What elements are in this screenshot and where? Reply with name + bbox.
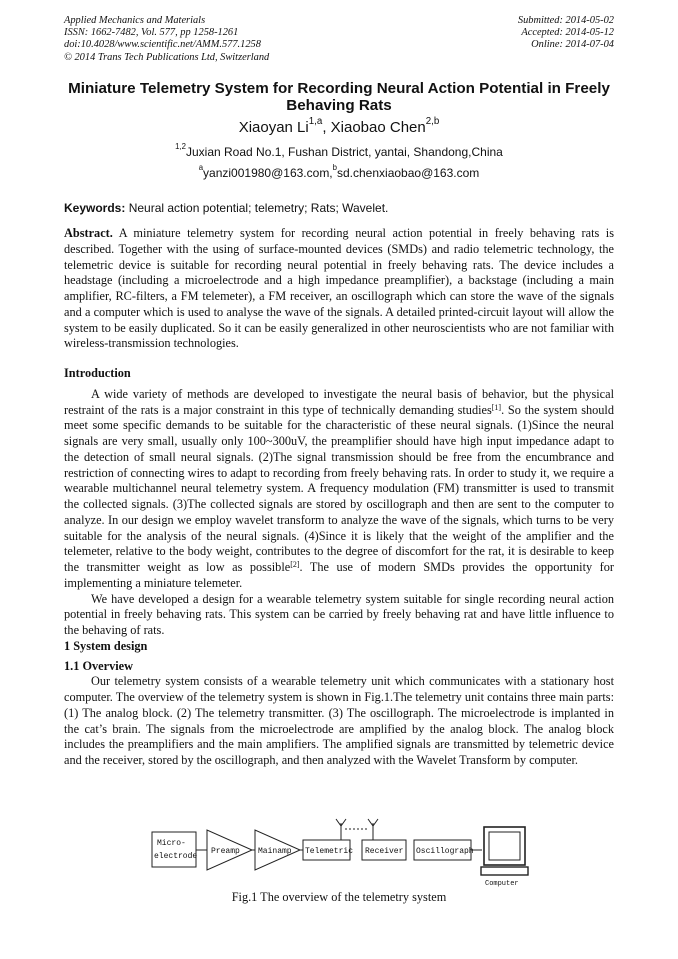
- microelectrode-box: [152, 832, 196, 867]
- paper-title: Miniature Telemetry System for Recording Neural Action Potential in Freely Behaving Rats: [68, 80, 610, 114]
- online-date: Online: 2014-07-04: [531, 39, 614, 51]
- author-1: Xiaoyan Li: [238, 119, 309, 136]
- mainamp-label: Mainamp: [258, 847, 292, 856]
- micro-label-1: Micro-: [157, 839, 186, 848]
- abstract-label: Abstract.: [64, 226, 113, 240]
- figure-1-caption: Fig.1 The overview of the telemetry system: [231, 890, 447, 904]
- overview-paragraph: Our telemetry system consists of a wearable telemetry unit which communicates with a stationary host computer. The overview of the telemetry system is shown in Fig.1.The telemetry unit contains three main parts: (1) The analog block. (2) The telemetry transmitter. (3) The oscillograph. The microelectrode is implanted in the cat’s brain. The signals from the microelectrode are amplified by the analog block. The analog block includes the preamplifiers and the main amplifiers. The amplified signals are transmitted by telemetric device and the receiver, stored by the oscillograph, and then analyzed with the Wavelet Transform by computer.: [64, 674, 614, 767]
- citation-2: [2]: [290, 560, 300, 569]
- oscillograph-label: Oscillograph: [416, 847, 474, 856]
- email-b-sup: b: [332, 163, 337, 172]
- keywords-text: Neural action potential; telemetry; Rats; Wavelet.: [125, 201, 389, 215]
- computer-monitor: [484, 827, 525, 865]
- doi-line: doi:10.4028/www.scientific.net/AMM.577.1258: [64, 39, 261, 51]
- email-a-sup: a: [198, 163, 204, 172]
- author-2-sup: 2,b: [425, 116, 440, 127]
- computer-label: Computer: [485, 880, 519, 888]
- accepted-date: Accepted: 2014-05-12: [521, 27, 614, 39]
- affiliation-text: Juxian Road No.1, Fushan District, yantai, Shandong,China: [185, 145, 503, 159]
- email-b: sd.chenxiaobao@163.com: [337, 166, 480, 180]
- keywords-label: Keywords:: [64, 201, 126, 215]
- citation-1: [1]: [491, 402, 502, 412]
- affiliation-sup: 1,2: [175, 142, 186, 151]
- copyright-line: © 2014 Trans Tech Publications Ltd, Switzerland: [64, 51, 270, 63]
- computer-base: [481, 867, 528, 875]
- author-1-sup: 1,a: [308, 116, 323, 127]
- issn-line: ISSN: 1662-7482, Vol. 577, pp 1258-1261: [64, 27, 239, 39]
- author-2: Xiaobao Chen: [330, 119, 426, 136]
- micro-label-2: electrode: [154, 852, 198, 861]
- preamp-label: Preamp: [211, 847, 240, 856]
- computer-screen: [489, 832, 520, 860]
- abstract-text: A miniature telemetry system for recording neural action potential in freely behaving rats is described. Together with the using of surface-mounted devices (SMDs) and radio telemetric technology, the telemetric device is suitable for recording neural potential in freely behaving rats. The device includes a headstage (including a microelectrode and a high impedance preamplifier), a backstage (including a main amplifier, RC-filters, a FM telemeter), a FM receiver, an oscillograph which can store the wave of the signals and a computer which is used to analyse the wave of the signals. A detailed printed-circuit layout will allow the system to be easily duplicated. So it can be easily generalized in other neuroscientists who are not familiar with wireless-transmission technologies.: [64, 226, 614, 351]
- intro-paragraph-2: We have developed a design for a wearable telemetry system suitable for single recording neural action potential in freely behaving rats. This system can be carried by freely behaving rat and have little influence to the behaving of rats.: [64, 591, 614, 637]
- author-separator: ,: [322, 119, 331, 136]
- receiver-label: Receiver: [365, 847, 404, 856]
- journal-name: Applied Mechanics and Materials: [64, 15, 206, 26]
- overview-heading: 1.1 Overview: [64, 658, 133, 673]
- system-design-heading: 1 System design: [64, 638, 148, 653]
- email-a: yanzi001980@163.com,: [203, 166, 333, 180]
- intro-p1-b: . So the system should meet some specific demands to be suitable for the characteristic of these neural signals. (1)Since the neural signals are very small, usually only 100~300uV, the preamplifier should have high input impedance adapt to the detection of small neural signals. (2)The signal transmission should be free from the encumbrance and restriction of connecting wires to adapt to recording from freely behaving rats. In order to study it, we require a wearable multichannel neural telemetry system. A frequency modulation (FM) transmitter is used to transmit the collected signals. (3)The collected signals are stored by oscillograph and then are sent to the computer to analyze. In our design we employ wavelet transform to analyze the wave of the signals, which turns to be very suitable for the analysis of the neural signals. (4)Since it is likely that the weight of the amplifier and the telemeter, relative to the body weight, contributes to the degree of discomfort for the rat, it is desirable to keep the transmitter weight as low as possible: [64, 402, 614, 574]
- intro-p1-c: . The use of modern SMDs provides the opportunity for implementing a miniature telemeter.: [64, 560, 614, 590]
- intro-p1-a: A wide variety of methods are developed to investigate the neural basis of behavior, but the physical restraint of the rats is a major constraint in this type of technically demanding studies: [64, 386, 614, 417]
- submitted-date: Submitted: 2014-05-02: [517, 15, 614, 26]
- telemetric-label: Telemetric: [305, 847, 354, 856]
- introduction-heading: Introduction: [64, 366, 131, 380]
